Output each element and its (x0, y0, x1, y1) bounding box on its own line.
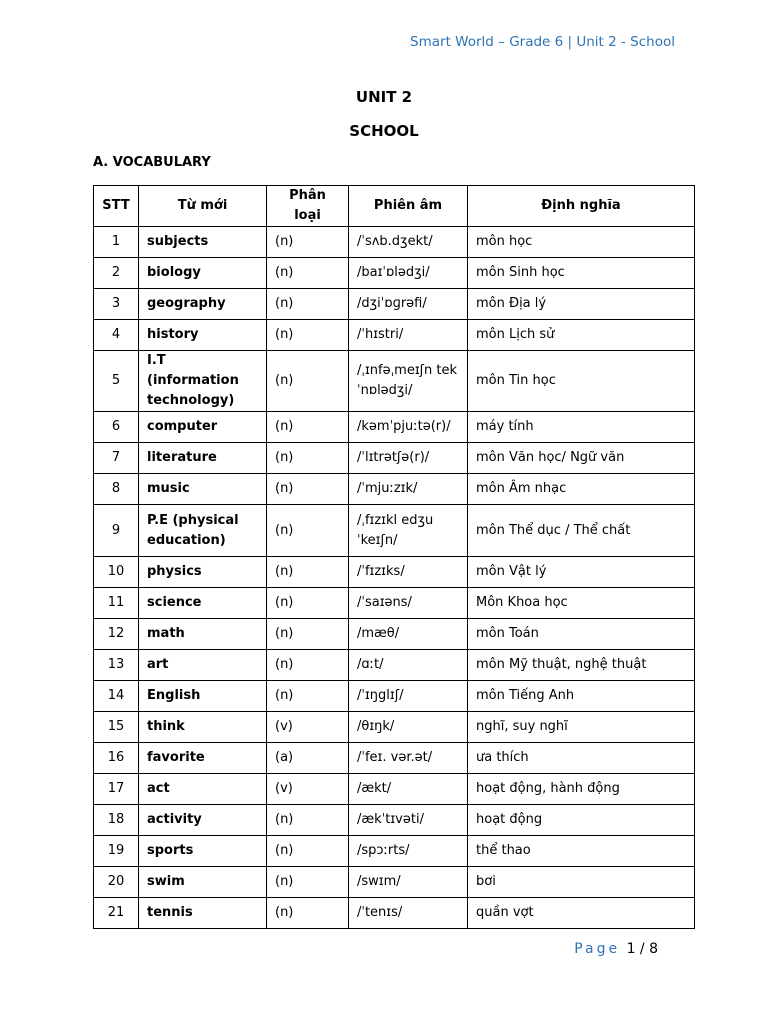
cell-type: (n) (267, 650, 349, 681)
table-row (94, 836, 695, 867)
cell-type: (a) (267, 743, 349, 774)
table-row (94, 867, 695, 898)
cell-word: I.T (information technology) (139, 351, 267, 412)
cell-meaning: quần vợt (468, 898, 695, 929)
cell-meaning: môn Vật lý (468, 557, 695, 588)
page-number: 1 / 8 (626, 941, 658, 957)
column-header-meaning: Định nghĩa (468, 186, 695, 227)
cell-stt: 14 (94, 681, 139, 712)
table-row (94, 681, 695, 712)
cell-type: (n) (267, 681, 349, 712)
table-row (94, 289, 695, 320)
cell-ipa: /ækt/ (349, 774, 468, 805)
section-heading: A. VOCABULARY (93, 155, 211, 170)
cell-type: (n) (267, 227, 349, 258)
cell-ipa: /baɪˈɒlədʒi/ (349, 258, 468, 289)
cell-meaning: môn Sinh học (468, 258, 695, 289)
unit-subtitle: SCHOOL (349, 122, 419, 140)
cell-word: biology (139, 258, 267, 289)
cell-stt: 20 (94, 867, 139, 898)
cell-type: (n) (267, 588, 349, 619)
cell-ipa: /mæθ/ (349, 619, 468, 650)
table-row (94, 619, 695, 650)
cell-ipa: /ˈɪŋglɪʃ/ (349, 681, 468, 712)
cell-stt: 13 (94, 650, 139, 681)
cell-word: geography (139, 289, 267, 320)
cell-word: favorite (139, 743, 267, 774)
cell-ipa: /ˌfɪzɪkl edʒuˈkeɪʃn/ (349, 505, 468, 557)
cell-meaning: Môn Khoa học (468, 588, 695, 619)
cell-meaning: môn Toán (468, 619, 695, 650)
cell-stt: 9 (94, 505, 139, 557)
cell-meaning: môn Tiếng Anh (468, 681, 695, 712)
cell-stt: 17 (94, 774, 139, 805)
cell-type: (v) (267, 774, 349, 805)
column-header-type: Phân loại (267, 186, 349, 227)
cell-type: (n) (267, 474, 349, 505)
cell-meaning: nghĩ, suy nghĩ (468, 712, 695, 743)
cell-stt: 6 (94, 412, 139, 443)
unit-title: UNIT 2 (355, 88, 413, 106)
cell-stt: 15 (94, 712, 139, 743)
cell-type: (n) (267, 258, 349, 289)
cell-meaning: môn Địa lý (468, 289, 695, 320)
cell-ipa: /kəmˈpjuːtə(r)/ (349, 412, 468, 443)
cell-word: literature (139, 443, 267, 474)
cell-meaning: môn Văn học/ Ngữ văn (468, 443, 695, 474)
cell-type: (n) (267, 867, 349, 898)
cell-stt: 19 (94, 836, 139, 867)
table-row (94, 805, 695, 836)
cell-word: tennis (139, 898, 267, 929)
column-header-ipa: Phiên âm (349, 186, 468, 227)
cell-type: (n) (267, 320, 349, 351)
cell-word: physics (139, 557, 267, 588)
cell-meaning: môn Mỹ thuật, nghệ thuật (468, 650, 695, 681)
cell-type: (v) (267, 712, 349, 743)
cell-ipa: /swɪm/ (349, 867, 468, 898)
table-row (94, 898, 695, 929)
cell-ipa: /ækˈtɪvəti/ (349, 805, 468, 836)
cell-word: music (139, 474, 267, 505)
table-row (94, 320, 695, 351)
cell-ipa: /ˈfeɪ. vər.ət/ (349, 743, 468, 774)
table-row (94, 443, 695, 474)
cell-meaning: hoạt động (468, 805, 695, 836)
cell-type: (n) (267, 505, 349, 557)
page-label: Page (574, 941, 621, 957)
table-body (94, 227, 695, 929)
cell-meaning: môn Lịch sử (468, 320, 695, 351)
cell-meaning: môn Tin học (468, 351, 695, 412)
cell-ipa: /ˈfɪzɪks/ (349, 557, 468, 588)
table-row (94, 505, 695, 557)
table-row (94, 474, 695, 505)
cell-meaning: thể thao (468, 836, 695, 867)
table-row (94, 650, 695, 681)
cell-stt: 10 (94, 557, 139, 588)
cell-stt: 21 (94, 898, 139, 929)
cell-meaning: môn Âm nhạc (468, 474, 695, 505)
cell-ipa: /ˈmjuːzɪk/ (349, 474, 468, 505)
cell-meaning: môn Thể dục / Thể chất (468, 505, 695, 557)
cell-ipa: /dʒiˈɒɡrəfi/ (349, 289, 468, 320)
cell-type: (n) (267, 351, 349, 412)
cell-type: (n) (267, 836, 349, 867)
cell-ipa: /ˈhɪstri/ (349, 320, 468, 351)
cell-word: computer (139, 412, 267, 443)
cell-word: English (139, 681, 267, 712)
cell-word: act (139, 774, 267, 805)
cell-ipa: /ˈsaɪəns/ (349, 588, 468, 619)
cell-stt: 5 (94, 351, 139, 412)
cell-ipa: /spɔːrts/ (349, 836, 468, 867)
table-row (94, 258, 695, 289)
cell-stt: 2 (94, 258, 139, 289)
cell-type: (n) (267, 289, 349, 320)
vocabulary-table (93, 185, 695, 929)
cell-type: (n) (267, 412, 349, 443)
page-footer (574, 941, 658, 957)
table-row (94, 588, 695, 619)
table-row (94, 227, 695, 258)
column-header-stt: STT (94, 186, 139, 227)
cell-ipa: /ɑːt/ (349, 650, 468, 681)
cell-word: science (139, 588, 267, 619)
table-row (94, 351, 695, 412)
column-header-word: Từ mới (139, 186, 267, 227)
cell-ipa: /ˈtenɪs/ (349, 898, 468, 929)
document-header: Smart World – Grade 6 | Unit 2 - School (410, 34, 675, 50)
cell-word: math (139, 619, 267, 650)
cell-stt: 11 (94, 588, 139, 619)
cell-meaning: hoạt động, hành động (468, 774, 695, 805)
cell-meaning: môn học (468, 227, 695, 258)
cell-stt: 12 (94, 619, 139, 650)
table-row (94, 412, 695, 443)
table-row (94, 774, 695, 805)
cell-meaning: máy tính (468, 412, 695, 443)
cell-word: think (139, 712, 267, 743)
table-row (94, 743, 695, 774)
cell-stt: 18 (94, 805, 139, 836)
cell-stt: 7 (94, 443, 139, 474)
cell-stt: 8 (94, 474, 139, 505)
cell-word: sports (139, 836, 267, 867)
cell-ipa: /ˌɪnfəˌmeɪʃn tekˈnɒlədʒi/ (349, 351, 468, 412)
cell-meaning: bơi (468, 867, 695, 898)
cell-ipa: /ˈlɪtrətʃə(r)/ (349, 443, 468, 474)
cell-type: (n) (267, 619, 349, 650)
cell-stt: 3 (94, 289, 139, 320)
cell-word: art (139, 650, 267, 681)
table-header-row (94, 186, 695, 227)
table-row (94, 557, 695, 588)
cell-type: (n) (267, 898, 349, 929)
table-row (94, 712, 695, 743)
cell-word: P.E (physical education) (139, 505, 267, 557)
cell-stt: 1 (94, 227, 139, 258)
cell-type: (n) (267, 557, 349, 588)
cell-stt: 4 (94, 320, 139, 351)
cell-ipa: /ˈsʌb.dʒekt/ (349, 227, 468, 258)
cell-meaning: ưa thích (468, 743, 695, 774)
cell-word: subjects (139, 227, 267, 258)
cell-word: swim (139, 867, 267, 898)
cell-stt: 16 (94, 743, 139, 774)
cell-type: (n) (267, 443, 349, 474)
cell-ipa: /θɪŋk/ (349, 712, 468, 743)
cell-word: activity (139, 805, 267, 836)
cell-word: history (139, 320, 267, 351)
cell-type: (n) (267, 805, 349, 836)
